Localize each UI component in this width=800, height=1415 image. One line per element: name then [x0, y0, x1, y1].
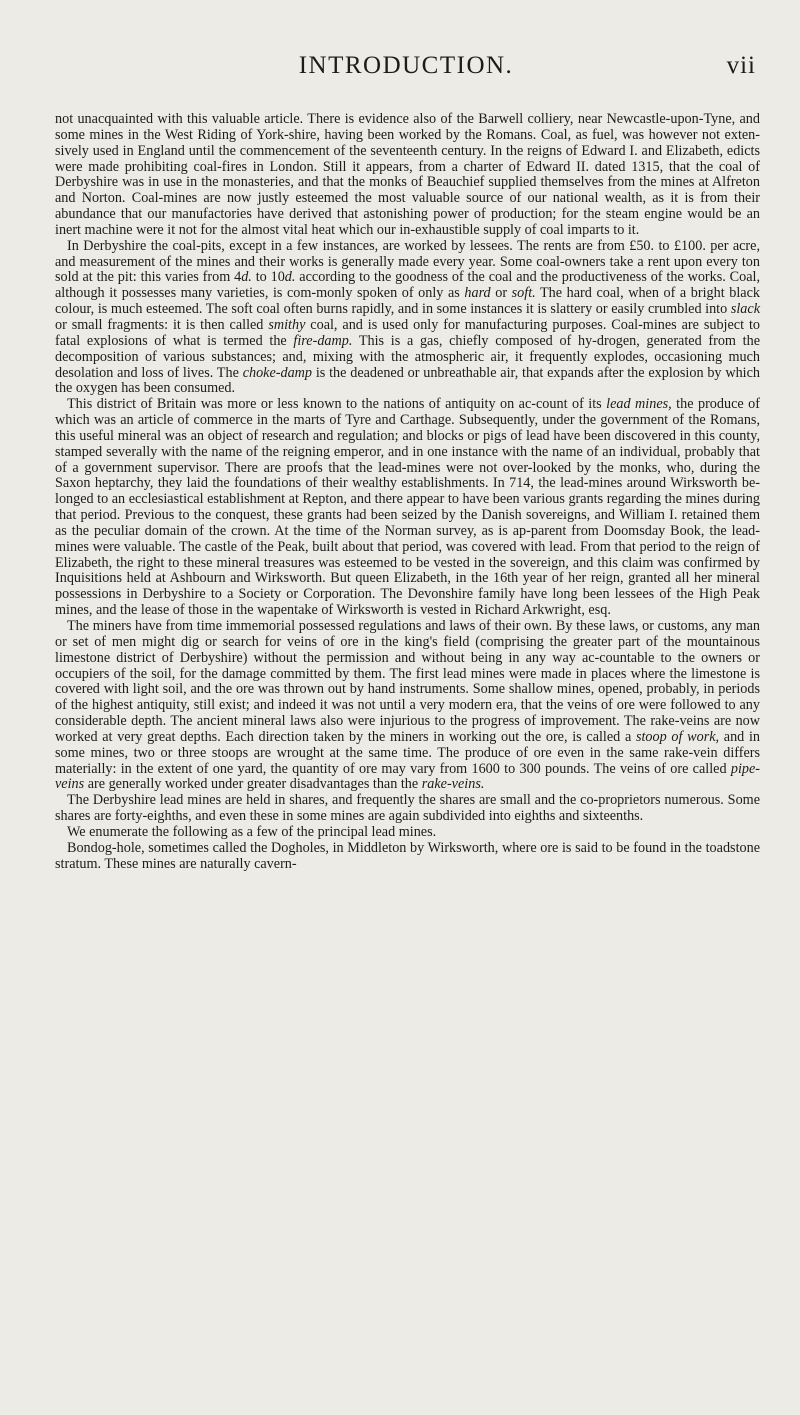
text-run: to 10 [251, 269, 285, 286]
italic-text: d. [284, 269, 296, 286]
paragraph [55, 397, 760, 619]
text-run: This district of Britain was more or less known to the nations of antiquity on ac-count of its [67, 396, 607, 413]
text-run: are generally worked under greater disadvantages than the [84, 776, 422, 793]
text-run: or small fragments: it is then called [55, 316, 269, 333]
italic-text: lead mines, [606, 396, 672, 413]
paragraph [55, 112, 760, 239]
text-run: The hard coal, when of a bright black colour, is much esteemed. The soft coal often burns rapidly, and in some instances it is slattery or easily crumbled into [55, 285, 760, 318]
text-run: In Derbyshire the coal-pits, except in a few instances, are worked by lessees. The rents are from £50. to £100. per acre, and measurement of the mines and their works is generally made every year. Some coal-owners take a rent upon every ton sold at the pit: this varies from 4 [55, 237, 760, 286]
paragraph [55, 239, 760, 397]
paragraph [55, 825, 760, 841]
italic-text: choke-damp [242, 364, 313, 381]
text-run: The miners have from time immemorial possessed regulations and laws of their own. By these laws, or customs, any man or set of men might dig or search for veins of ore in the king's field (comprising the greater part of the mountainous limestone district of Derbyshire) without the permission and without being in any way ac-countable to the owners or occupiers of the soil, for the damage committed by them. The first lead mines were made in places where the limestone is covered with light soil, and the ore was thrown out by hand instruments. Some shallow mines, opened, probably, in periods of the highest antiquity, still exist; and indeed it was not until a very modern era, that the veins of ore were followed to any considerable depth. The ancient mineral laws also were injurious to the progress of improvement. The rake-veins are now worked at very great depths. Each direction taken by the miners in working out the ore, is called a [55, 618, 760, 745]
italic-text: fire-damp. [293, 332, 353, 349]
italic-text: d. [241, 269, 252, 286]
italic-text: stoop of work, [635, 728, 720, 745]
text-run: We enumerate the following as a few of the principal lead mines. [67, 823, 437, 840]
italic-text: soft. [511, 285, 536, 302]
text-run: not unacquainted with this valuable article. There is evidence also of the Barwell colliery, near Newcastle-upon-Tyne, and some mines in the West Riding of York-shire, having been worked by the Romans. Coal, as fuel, was however not exten-sively used in England until the commencement of the seventeenth century. In the reigns of Edward I. and Elizabeth, edicts were made prohibiting coal-fires in London. Still it appears, from a charter of Edward II. dated 1315, that the coal of Derbyshire was in use in the monasteries, and that the monks of Beauchief supplied themselves from the mines at Alfreton and Norton. Coal-mines are now justly esteemed the most valuable source of our national wealth, as it is from their abundance that our manufactories have derived that astonishing power of production; for the steam engine would be an inert machine were it not for the almost vital heat which our in-exhaustible supply of coal imparts to it. [55, 111, 760, 238]
text-run: and in some mines, two or three stoops are wrought at the same time. The produce of ore even in the same rake-vein differs materially: in the extent of one yard, the quantity of ore may vary from 1600 to 300 pounds. The veins of ore called [55, 728, 760, 777]
text-run: the produce of which was an article of commerce in the marts of Tyre and Carthage. Subsequently, under the government of the Romans, this useful mineral was an object of research and regulation; and blocks or pigs of lead have been discovered in this county, stamped severally with the name of the reigning emperor, and in one instance with the name of an individual, probably that of a government supervisor. There are proofs that the lead-mines were not over-looked by the monks, who, during the Saxon heptarchy, they laid the foundations of their wealthy establishments. In 714, the lead-mines around Wirksworth be-longed to an ecclesiastical establishment at Repton, and there appear to have been various grants regarding the mines during that period. Previous to the conquest, these grants had been seized by the Danish sovereigns, and William I. retained them as the peculiar domain of the crown. At the time of the Norman survey, as is ap-parent from Doomsday Book, the lead-mines were valuable. The castle of the Peak, built about that period, was covered with lead. From that period to the reign of Elizabeth, the right to these mineral treasures was esteemed to be vested in the sovereign, and this claim was confirmed by Inquisitions held at Ashbourn and Wirksworth. But queen Elizabeth, in the 16th year of her reign, granted all her mineral possessions in Derbyshire to a Society or Corporation. The Devonshire family have long been lessees of the High Peak mines, and the lease of those in the wapentake of Wirksworth is vested in Richard Arkwright, esq. [55, 396, 760, 619]
text-run: is the deadened or unbreathable air, that expands after the explosion by which the oxygen has been consumed. [55, 364, 761, 397]
body-text [55, 112, 760, 873]
page-title: INTRODUCTION. [298, 52, 514, 79]
text-run: coal, and is used only for manufacturing purposes. Coal-mines are subject to fatal explosions of what is termed the [55, 316, 760, 349]
italic-text: slack [730, 301, 760, 318]
text-run: according to the goodness of the coal and the productiveness of the works. Coal, although it possesses many varieties, is com-monly spoken of only as [55, 269, 760, 302]
paragraph [55, 793, 760, 825]
paragraph [55, 841, 760, 873]
text-run: or [490, 285, 512, 302]
text-run: The Derbyshire lead mines are held in shares, and frequently the shares are small and the co-proprietors numerous. Some shares are forty-eighths, and even these in some mines are again subdivided into eighths and sixteenths. [55, 792, 760, 825]
text-run: This is a gas, chiefly composed of hy-drogen, generated from the decomposition of various substances; and, mixing with the atmospheric air, it frequently explodes, occasioning much desolation and loss of lives. The [55, 332, 760, 381]
paragraph [55, 619, 760, 793]
page-number: vii [726, 52, 756, 79]
italic-text: hard [464, 285, 491, 302]
running-header [54, 52, 758, 82]
italic-text: rake-veins. [421, 776, 485, 793]
text-run: Bondog-hole, sometimes called the Dogholes, in Middleton by Wirksworth, where ore is said to be found in the toadstone stratum. These mines are naturally cavern- [55, 839, 760, 872]
italic-text: pipe-veins [55, 760, 760, 793]
italic-text: smithy [268, 316, 306, 333]
